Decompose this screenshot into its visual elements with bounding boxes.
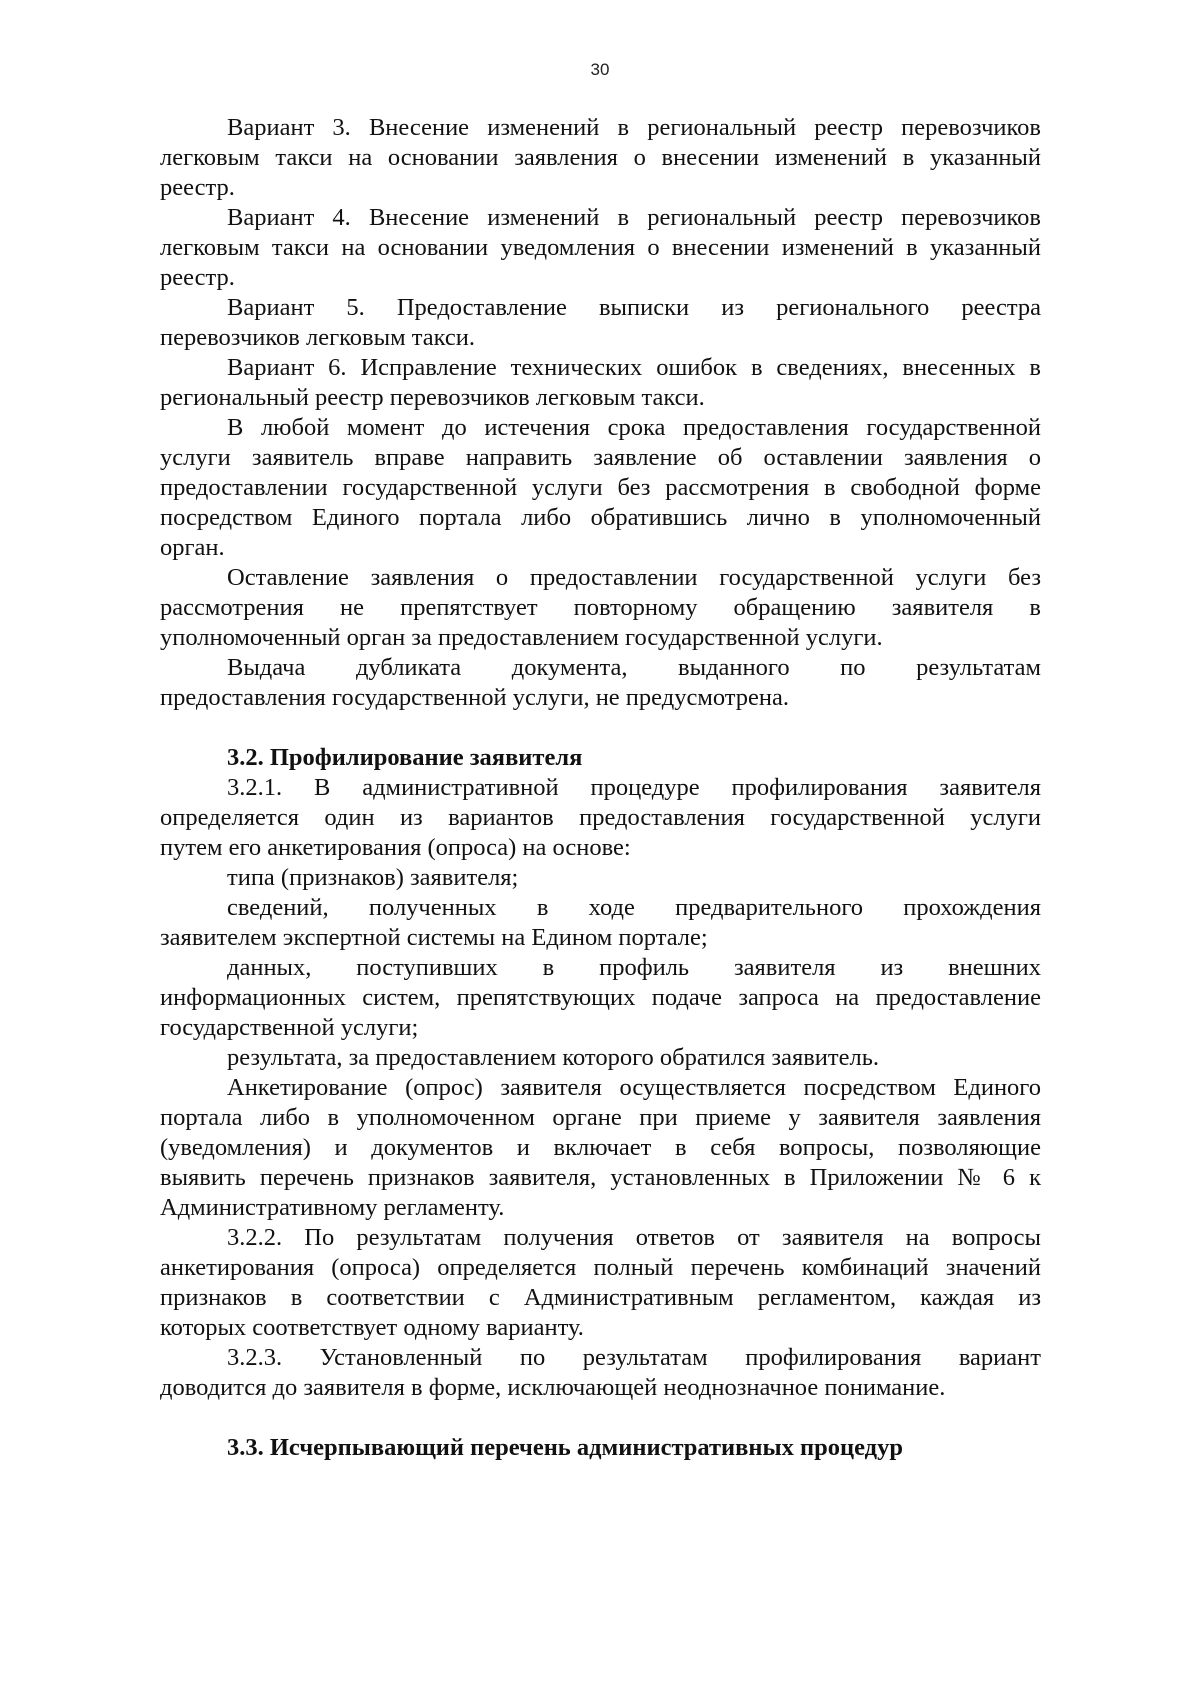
paragraph <box>160 1073 1041 1223</box>
paragraph <box>160 563 1041 653</box>
section-heading-3-3: 3.3. Исчерпывающий перечень административных процедур <box>227 1434 903 1461</box>
paragraph-line: которых соответствует одному варианту. <box>160 1314 584 1341</box>
paragraph <box>160 293 1041 353</box>
paragraph-line: признаков в соответствии с Административным регламентом, каждая из <box>160 1284 1041 1311</box>
paragraph <box>160 773 1041 863</box>
paragraph <box>160 1223 1041 1343</box>
paragraph <box>160 413 1041 563</box>
paragraph-line: орган. <box>160 534 225 561</box>
paragraph-line: легковым такси на основании заявления о внесении изменений в указанный <box>160 144 1041 171</box>
paragraph-line: предоставлении государственной услуги без рассмотрения в свободной форме <box>160 474 1041 501</box>
paragraph-line: портала либо в уполномоченном органе при приеме у заявителя заявления <box>160 1104 1041 1131</box>
paragraph-line: рассмотрения не препятствует повторному обращению заявителя в <box>160 594 1041 621</box>
paragraph-line: уполномоченный орган за предоставлением государственной услуги. <box>160 624 883 651</box>
paragraph-line: (уведомления) и документов и включает в себя вопросы, позволяющие <box>160 1134 1041 1161</box>
paragraph-line: 3.2.2. По результатам получения ответов от заявителя на вопросы <box>227 1224 1041 1251</box>
paragraph <box>160 353 1041 413</box>
paragraph-line: посредством Единого портала либо обратившись лично в уполномоченный <box>160 504 1041 531</box>
paragraph-line: определяется один из вариантов предоставления государственной услуги <box>160 804 1041 831</box>
paragraph-line: предоставления государственной услуги, не предусмотрена. <box>160 684 789 711</box>
paragraph-line: Анкетирование (опрос) заявителя осуществляется посредством Единого <box>227 1074 1041 1101</box>
paragraph-line: В любой момент до истечения срока предоставления государственной <box>227 414 1041 441</box>
paragraph <box>160 113 1041 203</box>
paragraph-line: доводится до заявителя в форме, исключающей неоднозначное понимание. <box>160 1374 946 1401</box>
paragraph-line: перевозчиков легковым такси. <box>160 324 475 351</box>
paragraph <box>160 893 1041 953</box>
section-heading-3-2: 3.2. Профилирование заявителя <box>227 744 583 771</box>
page-number: 30 <box>590 60 610 79</box>
paragraph-line: Вариант 5. Предоставление выписки из регионального реестра <box>227 294 1041 321</box>
paragraph-line: региональный реестр перевозчиков легковым такси. <box>160 384 705 411</box>
paragraph-line: легковым такси на основании уведомления о внесении изменений в указанный <box>160 234 1041 261</box>
document-body <box>160 113 1041 1463</box>
paragraph-line: государственной услуги; <box>160 1014 419 1041</box>
paragraph <box>160 1043 1041 1073</box>
paragraph-line: Административному регламенту. <box>160 1194 505 1221</box>
paragraph-line: анкетирования (опроса) определяется полный перечень комбинаций значений <box>160 1254 1041 1281</box>
paragraph-line: результата, за предоставлением которого обратился заявитель. <box>227 1044 880 1071</box>
paragraph <box>160 653 1041 713</box>
paragraph-line: информационных систем, препятствующих подаче запроса на предоставление <box>160 984 1041 1011</box>
paragraph <box>160 863 1041 893</box>
paragraph-line: Выдача дубликата документа, выданного по результатам <box>227 654 1041 681</box>
paragraph-line: 3.2.1. В административной процедуре профилирования заявителя <box>227 774 1041 801</box>
paragraph-line: заявителем экспертной системы на Едином портале; <box>160 924 708 951</box>
paragraph-line: Вариант 4. Внесение изменений в региональный реестр перевозчиков <box>227 204 1041 231</box>
paragraph-line: Оставление заявления о предоставлении государственной услуги без <box>227 564 1041 591</box>
paragraph <box>160 203 1041 293</box>
paragraph-line: типа (признаков) заявителя; <box>227 864 519 891</box>
paragraph-line: 3.2.3. Установленный по результатам профилирования вариант <box>227 1344 1041 1371</box>
blank-line <box>160 713 1041 743</box>
paragraph-line: выявить перечень признаков заявителя, установленных в Приложении № 6 к <box>160 1164 1041 1191</box>
paragraph <box>160 1343 1041 1403</box>
paragraph-line: Вариант 3. Внесение изменений в региональный реестр перевозчиков <box>227 114 1041 141</box>
paragraph-line: реестр. <box>160 174 235 201</box>
paragraph-line: услуги заявитель вправе направить заявление об оставлении заявления о <box>160 444 1041 471</box>
paragraph-line: реестр. <box>160 264 235 291</box>
paragraph-line: данных, поступивших в профиль заявителя из внешних <box>227 954 1041 981</box>
paragraph <box>160 953 1041 1043</box>
paragraph-line: сведений, полученных в ходе предварительного прохождения <box>227 894 1041 921</box>
paragraph-line: Вариант 6. Исправление технических ошибок в сведениях, внесенных в <box>227 354 1041 381</box>
paragraph-line: путем его анкетирования (опроса) на основе: <box>160 834 631 861</box>
blank-line <box>160 1403 1041 1433</box>
